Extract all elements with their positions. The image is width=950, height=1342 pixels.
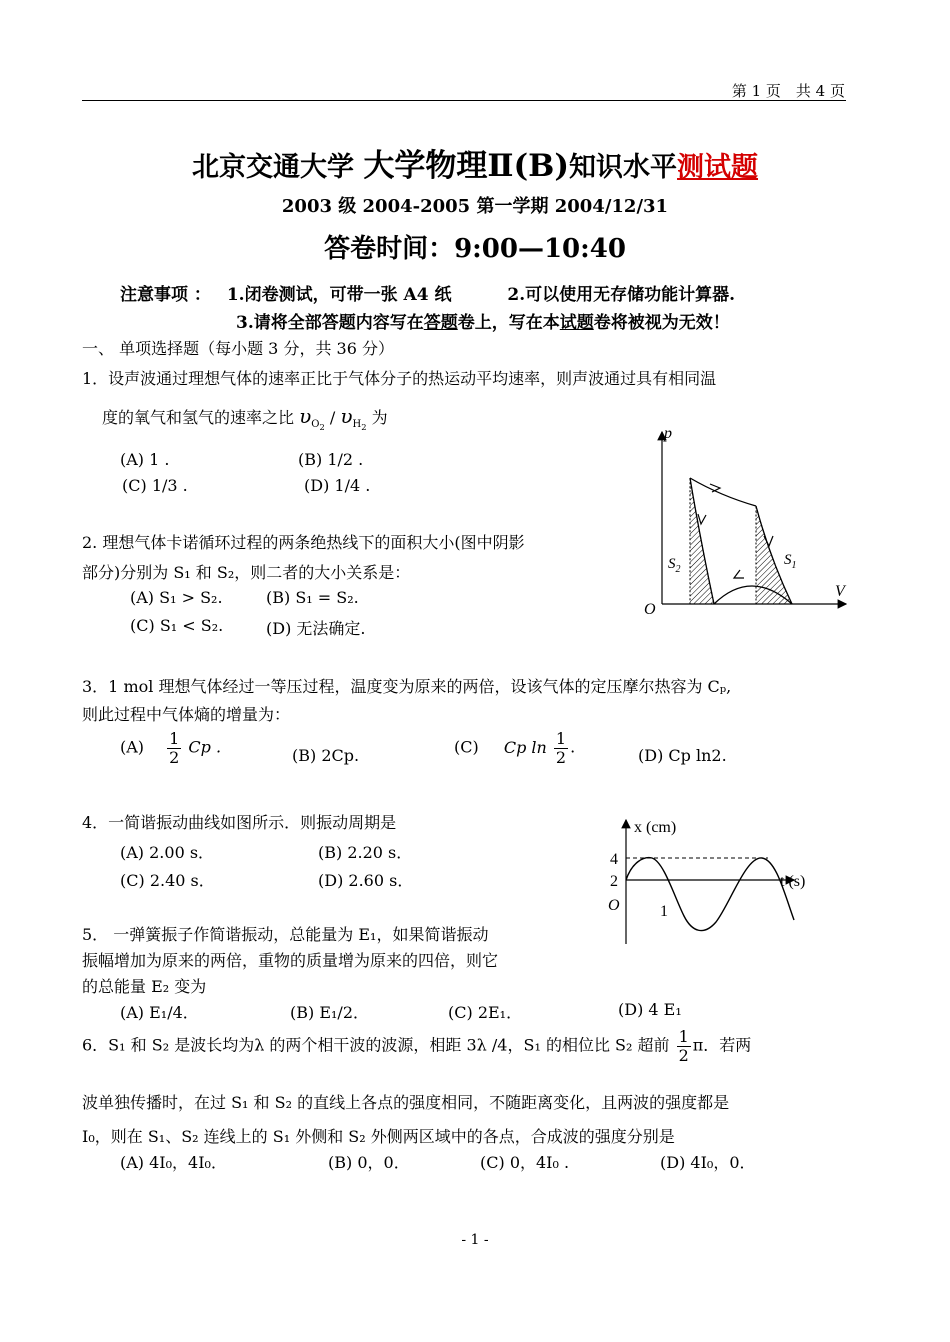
notice-item-3a: 3.请将全部答题内容写在 <box>236 313 424 333</box>
exam-time: 答卷时间：9:00—10:40 <box>324 234 626 264</box>
q6-option-c: (C) 0，4I₀ . <box>480 1153 570 1172</box>
q5-line-3: 的总能量 E₂ 变为 <box>82 977 207 996</box>
page-number-header: 第 1 页 共 4 页 <box>731 82 845 100</box>
q1-line-1: 1．设声波通过理想气体的速率正比于气体分子的热运动平均速率，则声波通过具有相同温 <box>82 369 717 388</box>
q1-ratio-slash: / <box>324 408 341 427</box>
notice-line-2 <box>236 308 730 333</box>
q4-option-a: (A) 2.00 s． <box>120 843 215 862</box>
q1-ratio-sub1: O <box>311 419 320 431</box>
q4-option-d: (D) 2.60 s． <box>318 871 414 890</box>
title-middle: 知识水平 <box>569 152 678 183</box>
shm-curve-figure <box>600 812 822 952</box>
q5-option-a: (A) E₁/4． <box>120 1003 199 1022</box>
arrow-1 <box>710 484 720 492</box>
q5-line-1: 5． 一弹簧振子作简谐振动，总能量为 E₁，如果简谐振动 <box>82 925 489 944</box>
q5-option-c: (C) 2E₁． <box>448 1003 523 1022</box>
q4-line-1: 4．一简谐振动曲线如图所示．则振动周期是 <box>82 813 397 832</box>
notice-item-3c: 卷上，写在本 <box>457 313 560 333</box>
page-footer: - 1 - <box>461 1232 489 1248</box>
title-university: 北京交通大学 <box>191 152 354 183</box>
carnot-cycle-figure <box>636 418 856 618</box>
origin-label: O <box>644 601 656 618</box>
origin-label-2: O <box>608 897 620 914</box>
q1-option-a: (A) 1 . <box>120 450 170 469</box>
notice-item-2: 2.可以使用无存储功能计算器. <box>507 285 736 305</box>
q2-line-2: 部分)分别为 S₁ 和 S₂，则二者的大小关系是： <box>82 563 411 582</box>
q1-option-d: (D) 1/4 . <box>304 476 371 495</box>
q6-fraction: $\frac{1}{2}$ <box>678 1027 689 1065</box>
q1-ratio-v2: υ <box>340 404 353 428</box>
arrow-4 <box>698 514 706 524</box>
arrow-3 <box>734 570 744 578</box>
x-axis-label: x (cm) <box>634 819 677 836</box>
notice-item-1: 1.闭卷测试，可带一张 A4 纸 <box>226 285 452 305</box>
tick-2: 2 <box>610 873 618 890</box>
q6-line-3: I₀，则在 S₁、S₂ 连线上的 S₁ 外侧和 S₂ 外侧两区域中的各点，合成波的强度分别是 <box>82 1127 675 1146</box>
section-1-heading: 一、 单项选择题（每小题 3 分，共 36 分） <box>82 339 394 358</box>
q2-option-c: (C) S₁ < S₂. <box>130 616 224 635</box>
q1-ratio-sub1b: 2 <box>319 422 325 433</box>
q5-option-d: (D) 4 E₁ <box>618 1000 682 1019</box>
q1-option-b: (B) 1/2 . <box>298 450 364 469</box>
s2-label: $S_2$ <box>668 556 681 575</box>
q5-line-2: 振幅增加为原来的两倍，重物的质量增为原来的四倍，则它 <box>82 951 499 970</box>
notice-line-1 <box>120 280 735 305</box>
notice-label: 注意事项 ： <box>120 285 211 305</box>
notice-item-3d: 试题 <box>559 313 594 333</box>
tick-4: 4 <box>610 851 618 868</box>
notice-item-3b: 答题 <box>423 313 458 333</box>
q1-option-c: (C) 1/3 . <box>122 476 188 495</box>
q2-option-d: (D) 无法确定. <box>266 619 366 638</box>
q3-option-d: (D) Cp ln2. <box>638 746 727 765</box>
q2-option-b: (B) S₁ = S₂. <box>266 588 359 607</box>
t-axis-label: t (s) <box>780 873 806 890</box>
q1-suffix: 为 <box>366 408 388 427</box>
q3-option-c-fraction: $\frac{1}{2}$ <box>555 729 567 767</box>
q1-ratio-sub2b: 2 <box>361 422 367 433</box>
q2-option-a: (A) S₁ > S₂. <box>130 588 223 607</box>
displacement-curve <box>626 858 794 931</box>
v-axis-label: V <box>835 583 845 600</box>
p-axis-label: p <box>664 425 672 442</box>
q2-line-1: 2. 理想气体卡诺循环过程的两条绝热线下的面积大小(图中阴影 <box>82 533 525 552</box>
q3-option-a-label: (A) <box>120 737 145 757</box>
q5-option-b: (B) E₁/2． <box>290 1003 369 1022</box>
exam-subtitle: 2003 级 2004-2005 第一学期 2004/12/31 <box>281 196 669 217</box>
q6-line-1-b: π．若两 <box>692 1035 752 1055</box>
q3-option-c-tail: . <box>570 737 576 757</box>
q6-line-1 <box>82 1028 751 1064</box>
q3-line-2: 则此过程中气体熵的增量为： <box>82 705 291 724</box>
title-course: 大学物理Ⅱ(B) <box>363 148 570 184</box>
q3-option-a <box>120 730 221 766</box>
q1-line-2 <box>102 404 388 432</box>
q6-option-d: (D) 4I₀，0． <box>660 1153 756 1172</box>
q3-option-c <box>454 730 575 766</box>
tick-1: 1 <box>660 903 668 920</box>
q3-option-b: (B) 2Cp. <box>292 746 360 765</box>
q6-line-2: 波单独传播时，在过 S₁ 和 S₂ 的直线上各点的强度相同，不随距离变化，且两波的强度都是 <box>82 1093 730 1112</box>
s1-label: $S_1$ <box>784 552 797 571</box>
q6-option-a: (A) 4I₀，4I₀． <box>120 1153 227 1172</box>
q1-ratio-v1: υ <box>299 404 312 428</box>
q1-ratio-sub2: H <box>352 419 362 431</box>
q6-line-1-a: 6．S₁ 和 S₂ 是波长均为λ 的两个相干波的波源，相距 3λ /4，S₁ 的相位比 S₂ 超前 <box>82 1035 670 1055</box>
q3-option-a-fraction: $\frac{1}{2}$ <box>169 729 180 767</box>
notice-item-3e: 卷将被视为无效！ <box>593 313 730 333</box>
header-rule <box>82 100 846 101</box>
q4-option-c: (C) 2.40 s． <box>120 871 215 890</box>
isotherm-high <box>690 478 756 506</box>
q6-option-b: (B) 0，0． <box>328 1153 410 1172</box>
q3-option-c-head: Cp ln <box>503 737 547 757</box>
q3-line-1: 3．1 mol 理想气体经过一等压过程，温度变为原来的两倍，设该气体的定压摩尔热容为 Cₚ, <box>82 677 732 696</box>
q1-text: 度的氧气和氢气的速率之比 <box>102 408 295 427</box>
q4-option-b: (B) 2.20 s． <box>318 843 413 862</box>
exam-title <box>0 140 950 185</box>
title-highlight: 测试题 <box>677 152 759 183</box>
q3-option-c-label: (C) <box>454 737 479 757</box>
q3-option-a-tail: Cp . <box>188 737 222 757</box>
